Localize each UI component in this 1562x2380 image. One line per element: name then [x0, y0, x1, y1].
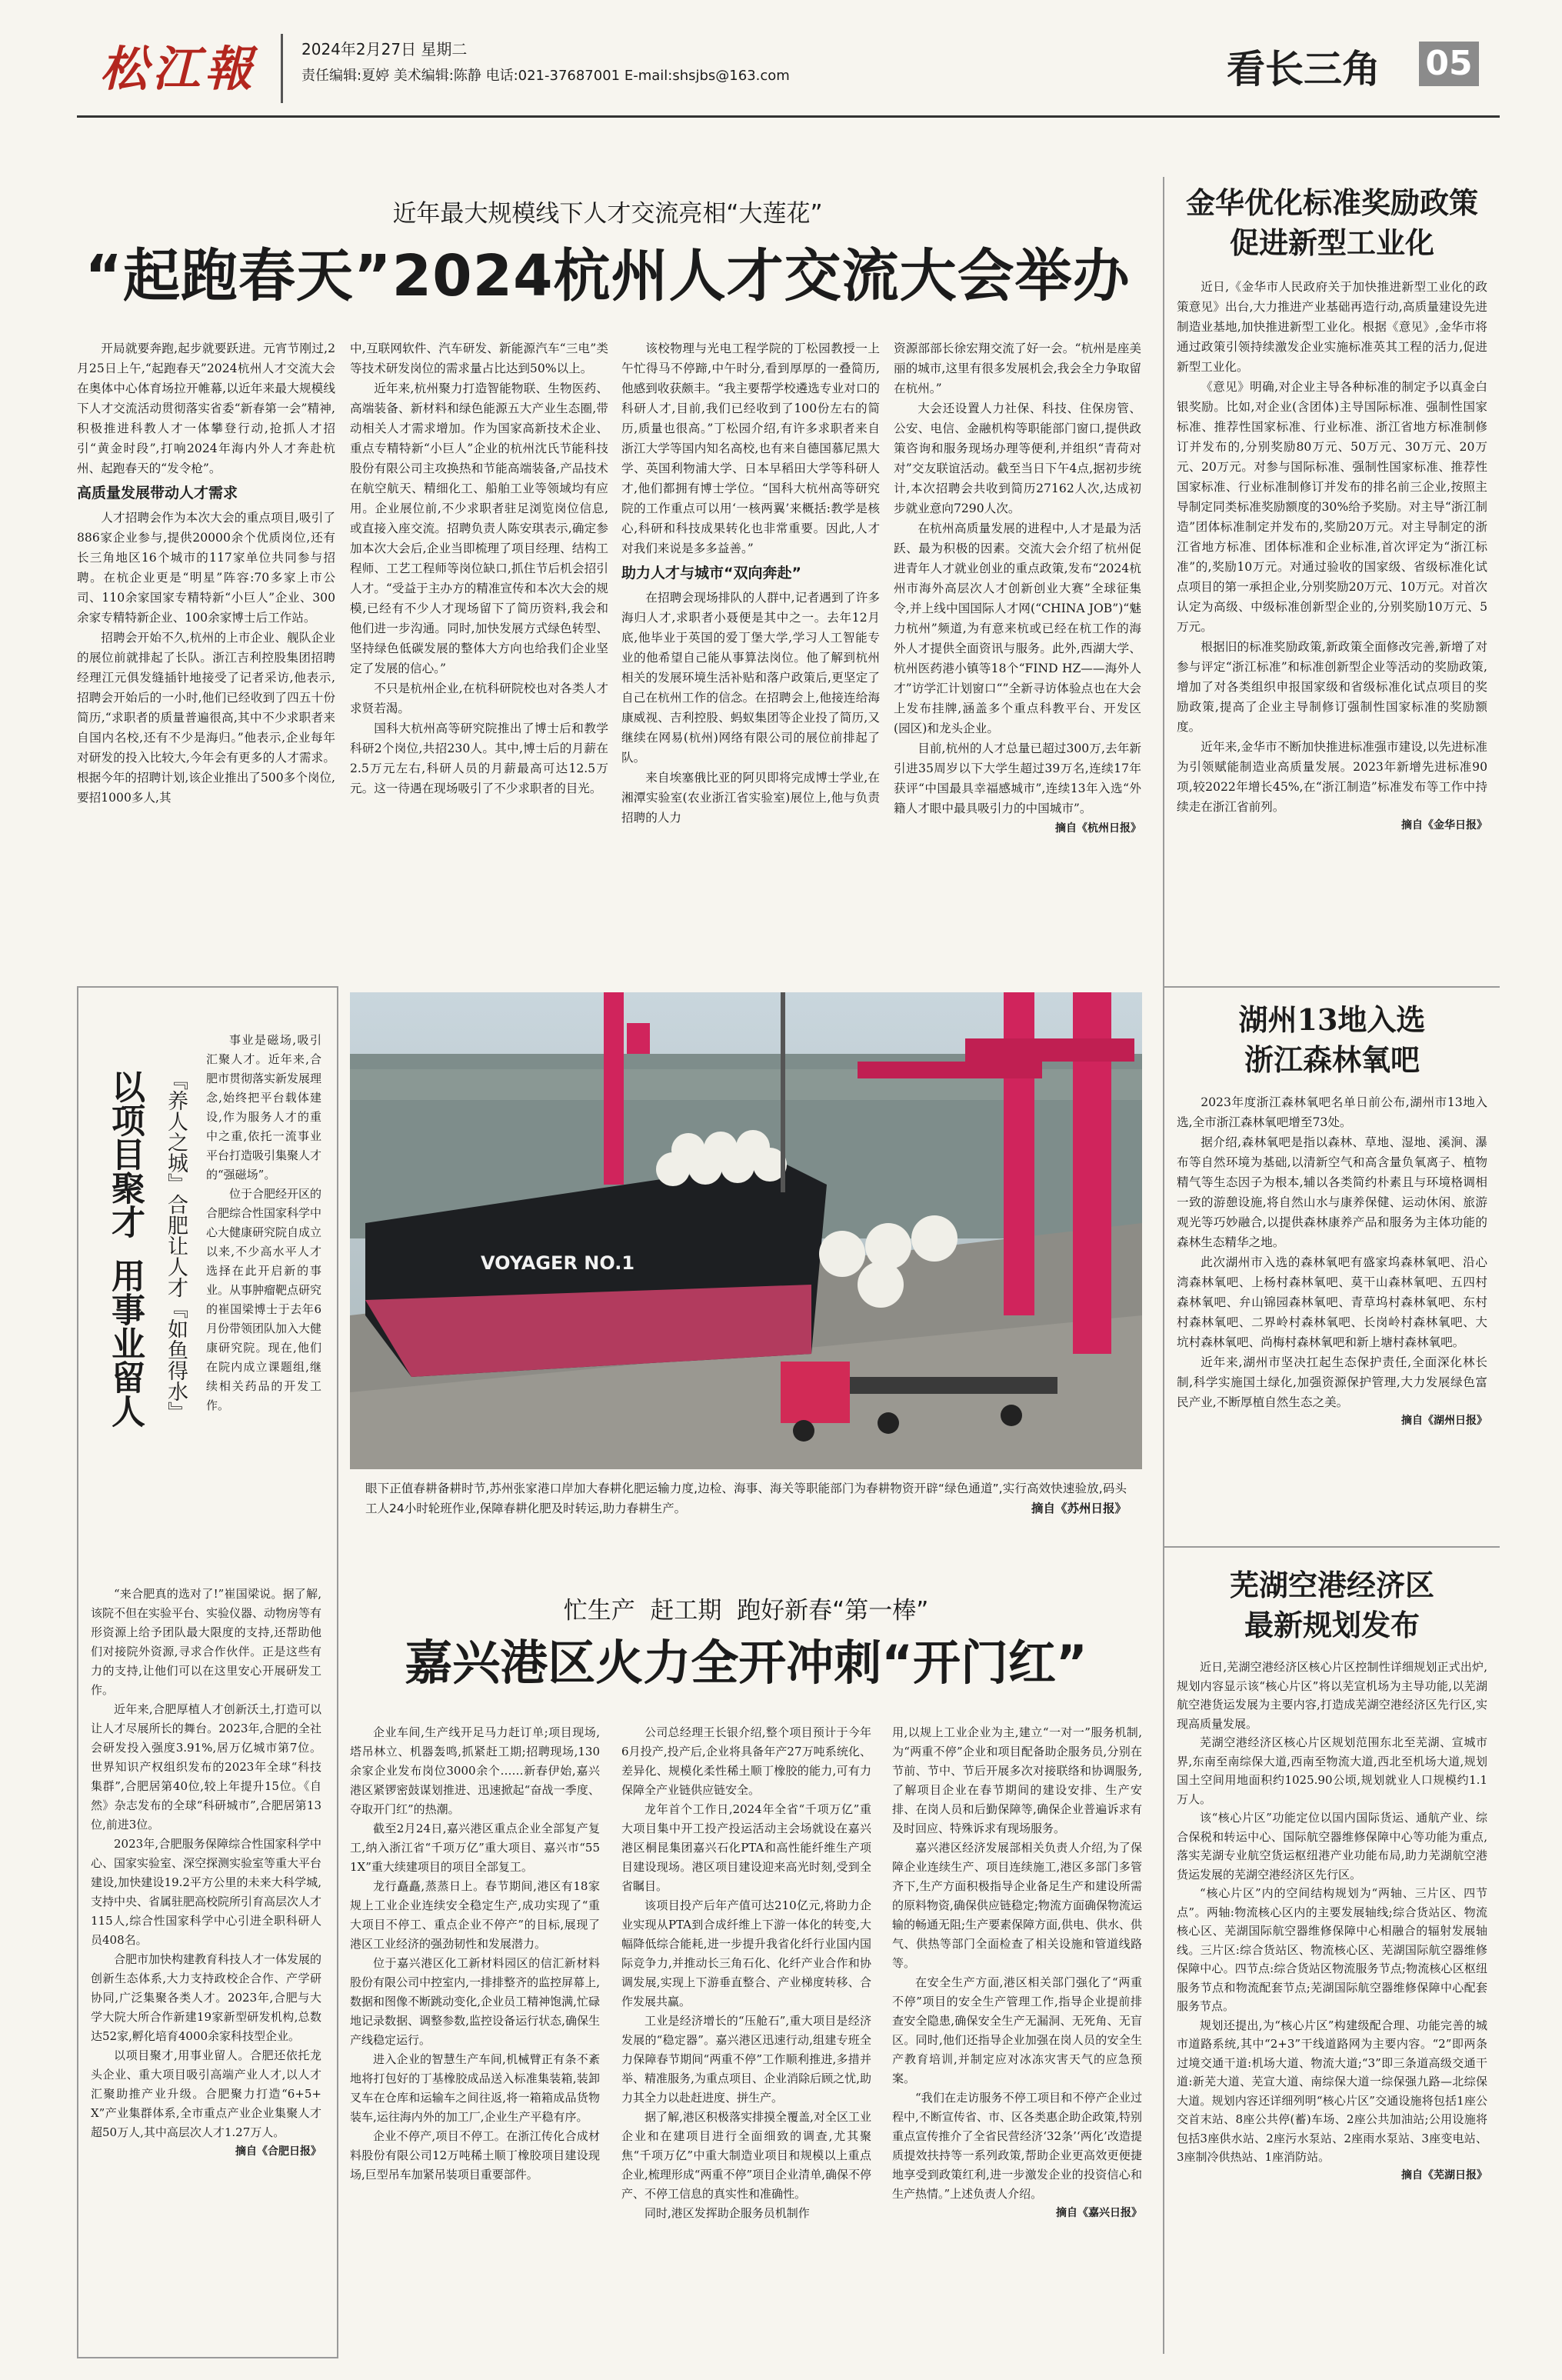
wuhu-title-2: 最新规划发布 — [1244, 1608, 1420, 1642]
hefei-title-1: 以项目聚才 — [105, 1069, 145, 1238]
lead-paragraph: 不只是杭州企业,在杭科研院校也对各类人才求贤若渴。 — [350, 682, 608, 715]
jiaxing-kicker: 忙生产 赶工期 跑好新春“第一棒” — [563, 1597, 929, 1625]
hefei-title-2: 用事业留人 — [105, 1258, 145, 1428]
lead-subhead-2: 助力人才与城市“双向奔赴” — [621, 565, 801, 582]
jinhua-paragraph: 近年来,金华市不断加快推进标准强市建设,以先进标准为引领赋能制造业高质量发展。2023年新增先进标准90项,较2022年增长45%,在“浙江制造”标准发布等工作中持续走在浙江省前列。 — [1177, 740, 1487, 814]
lead-paragraph: 该校物理与光电工程学院的丁松园教授一上午忙得马不停蹄,中午时分,看到厚厚的一叠简历,他感到收获颇丰。“我主要帮学校遴选专业对口的科研人才,目前,我们已经收到了100份左右的简历,质量也很高。”丁松园介绍,有许多求职者来自浙江大学等国内知名高校,也有来自德国慕尼黑大学、英国利物浦大学、日本早稻田大学等科研人才,他们都拥有博士学位。“国科大杭州高等研究院的工作重点可以用‘一核两翼’来概括:教学是核心,科研和科技成果转化也非常重要。因此,人才对我们来说是多多益善。” — [621, 342, 880, 555]
wuhu-story — [1177, 1565, 1487, 2182]
jiaxing-col-1 — [350, 1723, 600, 2185]
hefei-paragraph: “来合肥真的选对了!”崔国梁说。据了解,该院不但在实验平台、实验仪器、动物房等有形资源上给予团队最大限度的支持,还帮助他们对接院外资源,寻求合作伙伴。正是这些有力的支持,让他们可以在这里安心开展研发工作。 — [91, 1587, 322, 1697]
lead-paragraph: 在杭州高质量发展的进程中,人才是最为活跃、最为积极的因素。交流大会介绍了杭州促进青年人才就业创业的重点政策,发布“2024杭州市海外高层次人才创新创业大赛”全球征集令,并上线中国国际人才网(“CHINA JOB”)“魅力杭州”频道,为有意来杭或已经在杭工作的海外人才提供全面资讯与服务。此外,西湖大学、杭州医药港小镇等18个“FIND HZ——海外人才”访学汇计划窗口“”全新寻访体验点也在大会上发布挂牌,涵盖多个重点科教平台、开发区(园区)和龙头企业。 — [894, 522, 1141, 735]
lead-paragraph: 资源部部长徐宏翔交流了好一会。“杭州是座美丽的城市,这里有很多发展机会,我会全力争取留在杭州。” — [894, 342, 1141, 395]
hefei-paragraph: 以项目聚才,用事业留人。合肥还依托龙头企业、重大项目吸引高端产业人才,以人才汇聚助推产业升级。合肥聚力打造“6+5+X”产业集群体系,全市重点产业企业集聚人才超50万人,其中高层次人才1.27万人。 — [91, 2048, 321, 2139]
jinhua-credit: 摘自《金华日报》 — [1401, 819, 1487, 832]
hefei-main-text — [91, 1585, 321, 2162]
lead-col-4 — [894, 338, 1141, 838]
hefei-side-text — [206, 1031, 321, 1415]
issue-date: 2024年2月27日 星期二 — [301, 40, 468, 58]
hefei-kicker-col — [160, 1069, 195, 1422]
jiaxing-paragraph: 该项目投产后年产值可达210亿元,将助力企业实现从PTA到合成纤维上下游一体化的转变,大幅降低综合能耗,进一步提升我省化纤行业国内国际竞争力,并推动长三角石化、化纤产业合作和协调发展,实现上下游垂直整合、产业梯度转移、合作发展共赢。 — [621, 1898, 871, 2008]
editors-line: 责任编辑:夏婷 美术编辑:陈静 电话:021-37687001 E-mail:shsjbs@163.com — [301, 68, 790, 84]
lead-paragraph: 中,互联网软件、汽车研发、新能源汽车“三电”类等技术研发岗位的需求量占比达到50%以上。 — [350, 342, 608, 375]
jiaxing-paragraph: 据了解,港区积极落实排摸全覆盖,对全区工业企业和在建项目进行全面细致的调查,尤其聚焦“千项万亿”中重大制造业项目和规模以上重点企业,梳理形成“两重不停”项目企业清单,确保不停产、不停工信息的真实性和准确性。 — [621, 2110, 871, 2201]
lead-intro: 开局就要奔跑,起步就要跃进。元宵节刚过,2月25日上午,“起跑春天”2024杭州人才交流大会在奥体中心体育场拉开帷幕,以近年来最大规模线下人才交流活动贯彻落实省委“新春第一会”精神,积极推进科教人才一体攀登行动,抢抓人才招引“黄金时段”,打响2024年海内外人才奔赴杭州、起跑春天的“发令枪”。 — [77, 342, 335, 475]
port-photo-frame — [350, 992, 1142, 1527]
lead-col-2 — [350, 338, 608, 798]
jiaxing-paragraph: “我们在走访服务不停工项目和不停产企业过程中,不断宣传省、市、区各类惠企助企政策,特别重点宣传推介了全省民营经济‘32条’‘两化’改造提质提效扶持等一系列政策,帮助企业更高效更便捷地享受到政策红利,进一步激发企业的投资信心和生产热情。”上述负责人介绍。 — [892, 2091, 1142, 2201]
lead-paragraph: 国科大杭州高等研究院推出了博士后和教学科研2个岗位,共招230人。其中,博士后的月薪在2.5万元左右,科研人员的月薪最高可达12.5万元。这一待遇在现场吸引了不少求职者的目光。 — [350, 722, 608, 795]
jiaxing-credit: 摘自《嘉兴日报》 — [1056, 2207, 1142, 2219]
rule — [1163, 986, 1500, 988]
lead-paragraph: 大会还设置人力社保、科技、住保房管、公安、电信、金融机构等职能部门窗口,提供政策咨询和服务现场办理等便利,并组织“青荷对对”交友联谊活动。截至当日下午4点,据初步统计,本次招聘会共收到简历27162人次,达成初步就业意向7290人次。 — [894, 402, 1141, 515]
jiaxing-paragraph: 进入企业的智慧生产车间,机械臂正有条不紊地将打包好的丁基橡胶成品送入标准集装箱,装卸叉车在仓库和运输车之间往返,将一箱箱成品货物装车,运往海内外的加工厂,企业生产平稳有序。 — [350, 2052, 600, 2124]
wuhu-credit: 摘自《芜湖日报》 — [1401, 2168, 1487, 2182]
jinhua-paragraph: 根据旧的标准奖励政策,新政策全面修改完善,新增了对参与评定“浙江标准”和标准创新型企业等活动的奖励政策,增加了对各类组织申报国家级和省级标准化试点项目的奖励政策,提高了企业主导制修订强制性国家标准的奖励额度。 — [1177, 640, 1487, 734]
lead-col-3 — [621, 338, 880, 828]
jiaxing-paragraph: 用,以规上工业企业为主,建立“一对一”服务机制,为“两重不停”企业和项目配备助企服务员,分别在节前、节中、节后开展多次对接联络和协调服务,了解项目企业在春节期间的建设安排、生产安排、在岗人员和后勤保障等,确保企业普遍诉求有及时回应、特殊诉求有现场服务。 — [892, 1725, 1142, 1835]
lead-paragraph: 目前,杭州的人才总量已超过300万,去年新引进35周岁以下大学生超过39万名,连续17年获评“中国最具幸福感城市”,连续13年入选“外籍人才眼中最具吸引力的中国城市”。 — [894, 742, 1141, 815]
hefei-paragraph: 合肥市加快构建教育科技人才一体发展的创新生态体系,大力支持政校企合作、产学研协同,广泛集聚各类人才。2023年,合肥与大学大院大所合作新建19家新型研发机构,总数达52家,孵化培育4000余家科技型企业。 — [91, 1952, 322, 2043]
masthead-divider — [281, 34, 283, 103]
huzhou-paragraph: 此次湖州市入选的森林氧吧有盛家坞森林氧吧、沿心湾森林氧吧、上杨村森林氧吧、莫干山森林氧吧、五四村森林氧吧、弁山锦园森林氧吧、青草坞村森林氧吧、东村村森林氧吧、二界岭村森林氧吧、长岗岭村森林氧吧、大坑村森林氧吧、尚梅村森林氧吧和新上塘村森林氧吧。 — [1177, 1255, 1487, 1349]
hefei-title-col-1 — [102, 1069, 155, 1238]
jiaxing-col-3 — [892, 1723, 1142, 2223]
lead-col-1 — [77, 338, 335, 808]
jiaxing-col-2 — [621, 1723, 871, 2223]
lead-paragraph: 近年来,杭州聚力打造智能物联、生物医药、高端装备、新材料和绿色能源五大产业生态圈,带动相关人才需求增加。作为国家高新技术企业、重点专精特新“小巨人”企业的杭州沈氏节能科技股份有限公司主攻换热和节能高端装备,产品技术在航空航天、精细化工、船舶工业等领域均有应用。企业展位前,不少求职者驻足浏览岗位信息,或直接入座交流。招聘负责人陈安琪表示,确定参加本次大会后,企业当即梳理了项目经理、结构工程师、工艺工程师等岗位缺口,抓住节后机会招引人才。“受益于主办方的精准宣传和本次大会的规模,已经有不少人才现场留下了简历资料,我会和他们进一步沟通。同时,加快发展方式绿色转型、坚持绿色低碳发展的整体大方向也给我们企业坚定了发展的信心。” — [350, 382, 608, 675]
jiaxing-paragraph: 嘉兴港区经济发展部相关负责人介绍,为了保障企业连续生产、项目连续施工,港区多部门多管齐下,生产方面积极指导企业备足生产和建设所需的原料物资,确保供应链稳定;物流方面确保物流运输的畅通无阻;生产要素保障方面,供电、供水、供气、供热等部门全面检查了相关设施和管道线路等。 — [892, 1841, 1142, 1970]
lead-paragraph: 招聘会开始不久,杭州的上市企业、舰队企业的展位前就排起了长队。浙江吉利控股集团招聘经理江元俱发缝插针地接受了记者采访,他表示,招聘会开始后的一小时,他们已经收到了四五十份简历,“求职者的质量普遍很高,其中不少求职者来自国内名校,还有不少是海归。”他表示,企业每年对研发的投入比较大,今年会有更多的人才需求。根据今年的招聘计划,该企业推出了500多个岗位,要招1000多人,其 — [77, 631, 335, 805]
lead-credit: 摘自《杭州日报》 — [1055, 822, 1141, 835]
section-name: 看长三角 — [1227, 46, 1380, 92]
jiaxing-title: 嘉兴港区火力全开冲刺“开门红” — [405, 1635, 1087, 1691]
lead-subhead-1: 高质量发展带动人才需求 — [77, 485, 238, 502]
huzhou-credit: 摘自《湖州日报》 — [1401, 1415, 1487, 1427]
port-photo — [350, 992, 1142, 1469]
right-column-rule — [1163, 177, 1164, 2354]
huzhou-paragraph: 2023年度浙江森林氧吧名单日前公布,湖州市13地入选,全市浙江森林氧吧增至73处。 — [1177, 1095, 1487, 1129]
page-number: 05 — [1419, 42, 1479, 86]
jinhua-story — [1177, 183, 1487, 832]
huzhou-title-1: 湖州13地入选 — [1238, 1002, 1426, 1037]
masthead — [77, 17, 1500, 115]
jiaxing-paragraph: 工业是经济增长的“压舱石”,重大项目是经济发展的“稳定器”。嘉兴港区迅速行动,组建专班全力保障春节期间“两重不停”工作顺利推进,多措并举、精准服务,为重点项目、企业消除后顾之忧,助力其全力以赴赶进度、拼生产。 — [621, 2014, 871, 2105]
hefei-title-col-2 — [102, 1258, 155, 1428]
rule — [1163, 1546, 1500, 1548]
huzhou-paragraph: 据介绍,森林氧吧是指以森林、草地、湿地、溪涧、瀑布等自然环境为基础,以清新空气和高含量负氧离子、植物精气等生态因子为根本,辅以各类简约朴素且与环境格调相一致的游憩设施,将自然山水与康养保健、运动休闲、旅游观光等巧妙融合,以提供森林康养产品和服务为主体功能的森林生态精华之地。 — [1177, 1135, 1487, 1249]
masthead-rule — [77, 115, 1500, 118]
lead-paragraph: 人才招聘会作为本次大会的重点项目,吸引了886家企业参与,提供20000余个优质岗位,还有长三角地区16个城市的117家单位共同参与招聘。在杭企业更是“明星”阵容:70多家上市公司、110余家国家专精特新“小巨人”企业、300余家专精特新企业、100余家博士后工作站。 — [77, 511, 335, 625]
jiaxing-paragraph: 位于嘉兴港区化工新材料园区的信汇新材料股份有限公司中控室内,一排排整齐的监控屏幕上,数据和图像不断跳动变化,企业员工精神饱满,忙碌地记录数据、调整参数,监控设备运行状态,确保生产线稳定运行。 — [350, 1956, 600, 2047]
jiaxing-paragraph: 同时,港区发挥助企服务员机制作 — [644, 2206, 810, 2220]
jiaxing-paragraph: 截至2月24日,嘉兴港区重点企业全部复产复工,纳入浙江省“千项万亿”重大项目、嘉兴市“551X”重大续建项目的项目全部复工。 — [350, 1822, 600, 1874]
hefei-kicker: 『养人之城』合肥让人才『如鱼得水』 — [164, 1069, 188, 1422]
newspaper-logo: 松江報 — [100, 41, 258, 97]
lead-paragraph: 来自埃塞俄比亚的阿贝即将完成博士学业,在湘潭实验室(农业浙江省实验室)展位上,他与负责招聘的人力 — [621, 771, 880, 825]
jiaxing-paragraph: 龙行矗矗,蒸蒸日上。春节期间,港区有18家规上工业企业连续安全稳定生产,成功实现了“重大项目不停工、重点企业不停产”的目标,展现了港区工业经济的强劲韧性和发展潜力。 — [350, 1879, 600, 1951]
jiaxing-paragraph: 公司总经理王长银介绍,整个项目预计于今年6月投产,投产后,企业将具备年产27万吨系统化、差异化、规模化柔性稀土顺丁橡胶的能力,可有力保障全产业链供应链安全。 — [621, 1725, 871, 1797]
jinhua-paragraph: 近日,《金华市人民政府关于加快推进新型工业化的政策意见》出台,大力推进产业基础再造行动,高质量建设先进制造业基地,加快推进新型工业化。根据《意见》,金华市将通过政策引领持续激发企业实施标准英其工程的活力,促进新型工业化。 — [1177, 280, 1487, 374]
wuhu-paragraph: 规划还提出,为“核心片区”构建级配合理、功能完善的城市道路系统,其中“2+3”干线道路网为主要内容。“2”即两条过境交通干道:机场大道、物流大道;“3”即三条道高级交通干道:新芜大道、芜宣大道、南综保大道一综保强九路—北综保大道。规划内容还详细列明“核心片区”交通设施将包括1座公交首末站、8座公共停(蓄)车场、2座公共加油站;公用设施将包括3座供水站、2座污水泵站、2座雨水泵站、3座变电站、3座制冷供热站、1座消防站。 — [1177, 2018, 1487, 2164]
jiaxing-paragraph: 在安全生产方面,港区相关部门强化了“两重不停”项目的安全生产管理工作,指导企业提前排查安全隐患,确保安全生产无漏洞、无死角、无盲区。同时,他们还指导企业加强在岗人员的安全生产教育培训,并制定应对冰冻灾害天气的应急预案。 — [892, 1975, 1142, 2085]
hefei-paragraph: 事业是磁场,吸引汇聚人才。近年来,合肥市贯彻落实新发展理念,始终把平台载体建设,作为服务人才的重中之重,依托一流事业平台打造吸引集聚人才的“强磁场”。 — [206, 1033, 322, 1182]
huzhou-paragraph: 近年来,湖州市坚决扛起生态保护责任,全面深化林长制,科学实施国土绿化,加强资源保护管理,大力发展绿色富民产业,不断厚植自然生态之美。 — [1177, 1355, 1487, 1409]
photo-credit: 摘自《苏州日报》 — [1031, 1502, 1127, 1515]
jiaxing-paragraph: 企业不停产,项目不停工。在浙江传化合成材料股份有限公司12万吨稀土顺丁橡胶项目建设现场,巨型吊车加紧吊装项目重要部件。 — [350, 2129, 600, 2182]
jinhua-title-1: 金华优化标准奖励政策 — [1185, 185, 1478, 220]
wuhu-paragraph: 近日,芜湖空港经济区核心片区控制性详细规划正式出炉,规划内容显示该“核心片区”将以芜宣机场为主导功能,以芜湖航空港货运发展为主要内容,打造成芜湖空港经济区先行区,实现高质量发展。 — [1177, 1660, 1487, 1731]
lead-title: “起跑春天”2024杭州人才交流大会举办 — [85, 243, 1131, 309]
ship-name: VOYAGER NO.1 — [481, 1252, 635, 1274]
hefei-paragraph: 2023年,合肥服务保障综合性国家科学中心、国家实验室、深空探测实验室等重大平台建设,加快建设19.2平方公里的未来大科学城,支持中央、省属驻肥高校院所引育高层次人才115人,综合性国家科学中心引进全职科研人员408名。 — [91, 1837, 322, 1947]
jinhua-paragraph: 《意见》明确,对企业主导各种标准的制定予以真金白银奖励。比如,对企业(含团体)主导国际标准、强制性国家标准、推荐性国家标准、行业标准、浙江省地方标准制修订并发布的,分别奖励80万元、50万元、30万元、20万元、20万元。对参与国际标准、强制性国家标准、推荐性国家标准、行业标准制修订并发布的排名前三企业,按照主导制定同类标准奖励额度的30%给予奖励。对主导“浙江制造”团体标准制定并发布的,奖励20万元。对主导制定的浙江省地方标准、团体标准和企业标准,首次评定为“浙江标准”的,奖励10万元。对通过验收的国家级、省级标准化试点项目的第一承担企业,分别奖励20万元、10万元。对首次认定为高级、中级标准创新型企业的,分别奖励10万元、5万元。 — [1177, 380, 1487, 634]
wuhu-title-1: 芜湖空港经济区 — [1229, 1568, 1434, 1602]
wuhu-paragraph: 芜湖空港经济区核心片区规划范围东北至芜湖、宣城市界,东南至南综保大道,西南至物流大道,西北至机场大道,规划国土空间用地面积约1025.90公顷,规划就业人口规模约1.1万人。 — [1177, 1735, 1487, 1806]
huzhou-title-2: 浙江森林氧吧 — [1244, 1042, 1420, 1077]
hefei-credit: 摘自《合肥日报》 — [235, 2145, 321, 2158]
lead-kicker: 近年最大规模线下人才交流亮相“大莲花” — [392, 200, 823, 228]
jiaxing-paragraph: 企业车间,生产线开足马力赶订单;项目现场,塔吊林立、机器轰鸣,抓紧赶工期;招聘现场,130余家企业发布岗位3000余个……新春伊始,嘉兴港区紧锣密鼓谋划推进、迅速掀起“奋战一季度、夺取开门红”的热潮。 — [350, 1725, 600, 1816]
lead-paragraph: 在招聘会现场排队的人群中,记者遇到了许多海归人才,求职者小聂便是其中之一。去年12月底,他毕业于英国的爱丁堡大学,学习人工智能专业的他希望自己能从事算法岗位。他了解到杭州相关的发展环境生活补贴和落户政策后,更坚定了自己在杭州工作的信念。在招聘会上,他接连给海康威视、吉利控股、蚂蚁集团等企业投了简历,又继续在网易(杭州)网络有限公司的展位前排起了队。 — [621, 591, 880, 765]
hefei-paragraph: 位于合肥经开区的合肥综合性国家科学中心大健康研究院自成立以来,不少高水平人才选择在此开启新的事业。从事肿瘤靶点研究的崔国梁博士于去年6月份带领团队加入大健康研究院。现在,他们在院内成立课题组,继续相关药品的开发工作。 — [206, 1187, 322, 1412]
jinhua-title-2: 促进新型工业化 — [1229, 225, 1434, 260]
photo-caption-text: 眼下正值春耕备耕时节,苏州张家港口岸加大春耕化肥运输力度,边检、海事、海关等职能部门为春耕物资开辟“绿色通道”,实行高效快速验放,码头工人24小时轮班作业,保障春耕化肥及时转运,助力春耕生产。 — [365, 1482, 1127, 1515]
huzhou-story — [1177, 1000, 1487, 1428]
hefei-paragraph: 近年来,合肥厚植人才创新沃土,打造可以让人才尽展所长的舞台。2023年,合肥的全社会研发投入强度3.91%,居万亿城市第7位。世界知识产权组织发布的2023年全球“科技集群”,合肥居第40位,较上年提升15位。《自然》杂志发布的全球“科研城市”,合肥居第13位,前进3位。 — [91, 1702, 321, 1832]
wuhu-paragraph: “核心片区”内的空间结构规划为“两轴、三片区、四节点”。两轴:物流核心区内的主要发展轴线;综合货站区、物流核心区、芜湖国际航空器维修保障中心相融合的辐射发展轴线。三片区:综合货站区、物流核心区、芜湖国际航空器维修保障中心。四节点:综合货站区物流服务节点;物流核心区枢纽服务节点和物流配套节点;芜湖国际航空器维修保障中心配套服务节点。 — [1177, 1886, 1487, 2013]
wuhu-paragraph: 该“核心片区”功能定位以国内国际货运、通航产业、综合保税和转运中心、国际航空器维修保障中心等功能为重点,落实芜湖专业航空货运枢纽港产业功能布局,助力芜湖航空港货运发展的芜湖空港经济区先行区。 — [1177, 1811, 1487, 1882]
photo-caption — [365, 1478, 1127, 1518]
jiaxing-paragraph: 龙年首个工作日,2024年全省“千项万亿”重大项目集中开工投产投运活动主会场就设在嘉兴港区桐昆集团嘉兴石化PTA和高性能纤维生产项目建设现场。港区项目建设迎来高光时刻,受到全省瞩目。 — [621, 1802, 871, 1893]
